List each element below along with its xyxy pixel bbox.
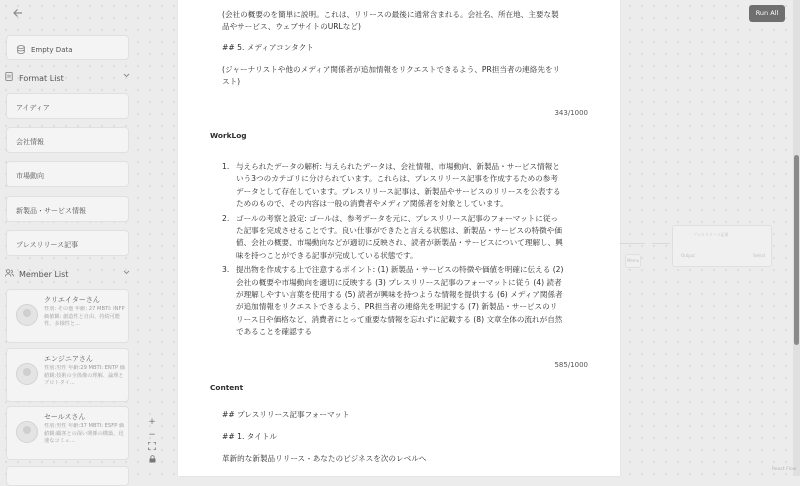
fit-view-icon[interactable] [146,442,158,455]
company-summary-line: (会社の概要のを簡単に説明。これは、リリースの最後に通常含まれる。会社名、所在地、主要な製 [222,10,559,19]
format-item-label: 市場動向 [16,172,44,180]
worklog-label: WorkLog [210,131,247,140]
zoom-out-icon[interactable]: − [148,430,156,440]
database-icon [17,45,26,54]
format-item-company-info[interactable] [6,127,129,153]
node-select-label: Select [753,253,766,258]
zoom-in-icon[interactable]: + [148,417,156,427]
node-output-label: Output [681,253,695,258]
media-contact-line: スト) [222,77,241,86]
worklog-item-line: 提出物を作成する上で注意するポイント: (1) 新製品・サービスの特徴や価値を明確に伝える (2) [236,265,564,275]
back-arrow-icon[interactable] [10,7,26,23]
node-label: Memo [627,258,640,263]
worklog-item-line: た記事を完成させることです。良い仕事ができたと言える状態は、新製品・サービスの特徴や価 [236,226,562,236]
worklog-item-line: ゴールの考察と設定: ゴールは、参考データを元に、プレスリリース記事のフォーマットに従っ [236,213,559,223]
member-name: クリエイターさん [44,296,100,304]
edge-line [620,243,645,244]
worklog-item-line: 与えられたデータの解析: 与えられたデータは、会社情報、市場動向、新製品・サービス情報と [236,162,560,171]
worklog-item-line: であることを確認する [236,327,312,337]
format-item-label: プレスリリース記事 [16,241,79,249]
format-item-label: 新製品・サービス情報 [16,207,86,215]
member-description: 性別: その他 年齢: 27 MBTI: INFP 価値観: 創造性と自由、持続可能性、多様性と... [44,306,125,328]
users-icon [5,269,15,279]
worklog-item-line: リース日や価格など、消費者にとって重要な情報を忘れずに記載する (8) 文章全体の流れが自然 [236,314,563,324]
worklog-item-line: 値、会社の概要、市場動向などが適切に反映され、読者が新製品・サービスについて理解し、興 [236,238,563,248]
member-card[interactable] [6,406,129,460]
worklog-item-line: 会社の概要や市場動向を適切に反映する (3) プレスリリース記事のフォーマットに従う (4) 読者 [236,277,562,287]
canvas-node-press-release[interactable] [672,225,772,267]
member-card[interactable] [6,348,129,402]
content-line: ## 1. タイトル [222,432,278,441]
avatar [16,421,38,443]
content-label: Content [210,383,244,392]
format-item-press-release[interactable] [6,230,129,256]
worklog-item-line: いう3つのカテゴリに分けられています。これらは、プレスリリース記事を作成するための参考 [236,174,558,184]
avatar [16,304,38,326]
worklog-list [222,161,577,341]
scrollbar-thumb[interactable] [794,155,799,345]
member-name: セールスさん [44,413,86,421]
member-list-title: Member List [19,270,69,279]
node-title: プレスリリース記事 [693,232,729,237]
format-list-title: Format List [19,74,64,83]
document-panel [178,0,620,476]
media-contact-heading: ## 5. メディアコンタクト [222,43,314,52]
company-summary-line: 品やサービス、ウェブサイトのURLなど) [222,22,361,31]
format-item-label: アイディア [16,104,50,112]
worklog-item [222,264,577,338]
worklog-item [222,213,577,263]
empty-data-label: Empty Data [31,46,73,54]
chevron-down-icon[interactable] [123,72,130,80]
format-item-label: 会社情報 [16,138,44,146]
media-contact-line: (ジャーナリストや他のメディア関係者が追加情報をリクエストできるよう、PR担当者の連絡先をリ [222,65,561,74]
lock-icon[interactable] [146,455,158,468]
worklog-item-number: 3. [222,265,230,275]
worklog-item-line: データとして存在しています。プレスリリース記事は、新製品やサービスのリリースを公表する [236,186,561,196]
worklog-item-line: が追加情報をリクエストできるよう、PR担当者の連絡先を明記する (7) 新製品・サービスのリ [236,302,558,312]
format-item-new-product[interactable] [6,196,129,222]
content-line: ## プレスリリース記事フォーマット [222,410,350,419]
worklog-item-line: が理解しやすい言葉を使用する (5) 読者が興味を持つような情報を提供する (6) メディア関係者 [236,290,563,300]
content-line: 革新的な新製品リリース - あなたのビジネスを次のレベルへ [222,454,427,463]
worklog-item [222,161,577,211]
zoom-controls [146,416,158,468]
react-flow-attribution[interactable]: React Flow [772,467,797,472]
worklog-item-line: 味を持つことができる記事が完成している状態です。 [236,250,418,260]
member-description: 性別:男性 年齢:37 MBTI: ESFP 価値観:顧客との深い関係の構築、迅速なコミュ... [44,423,125,445]
member-card[interactable] [6,289,129,343]
edge-line [652,243,670,244]
run-all-button[interactable]: Run All [749,5,785,22]
member-list-header[interactable] [5,269,130,279]
member-name: エンジニアさん [44,355,93,363]
character-counter: 585/1000 [554,361,588,369]
worklog-item-line: ためのもので、その内容は一般の消費者やメディア関係者を対象としています。 [236,199,509,209]
format-item-idea[interactable] [6,93,129,119]
worklog-item-number: 2. [222,213,230,223]
member-card[interactable] [6,466,129,486]
chevron-down-icon[interactable] [123,269,130,277]
character-counter: 343/1000 [554,109,588,117]
format-item-market-trend[interactable] [6,161,129,187]
avatar [16,363,38,385]
document-icon [5,72,15,83]
member-description: 性別:男性 年齢:29 MBTI: ENTP 価値観:技術の全体像の理解、論理とプロトタイ... [44,365,125,387]
format-list-header[interactable] [5,72,130,83]
empty-data-button[interactable] [6,35,129,60]
canvas-node-memo[interactable] [625,254,641,268]
worklog-item-number: 1. [222,162,230,171]
